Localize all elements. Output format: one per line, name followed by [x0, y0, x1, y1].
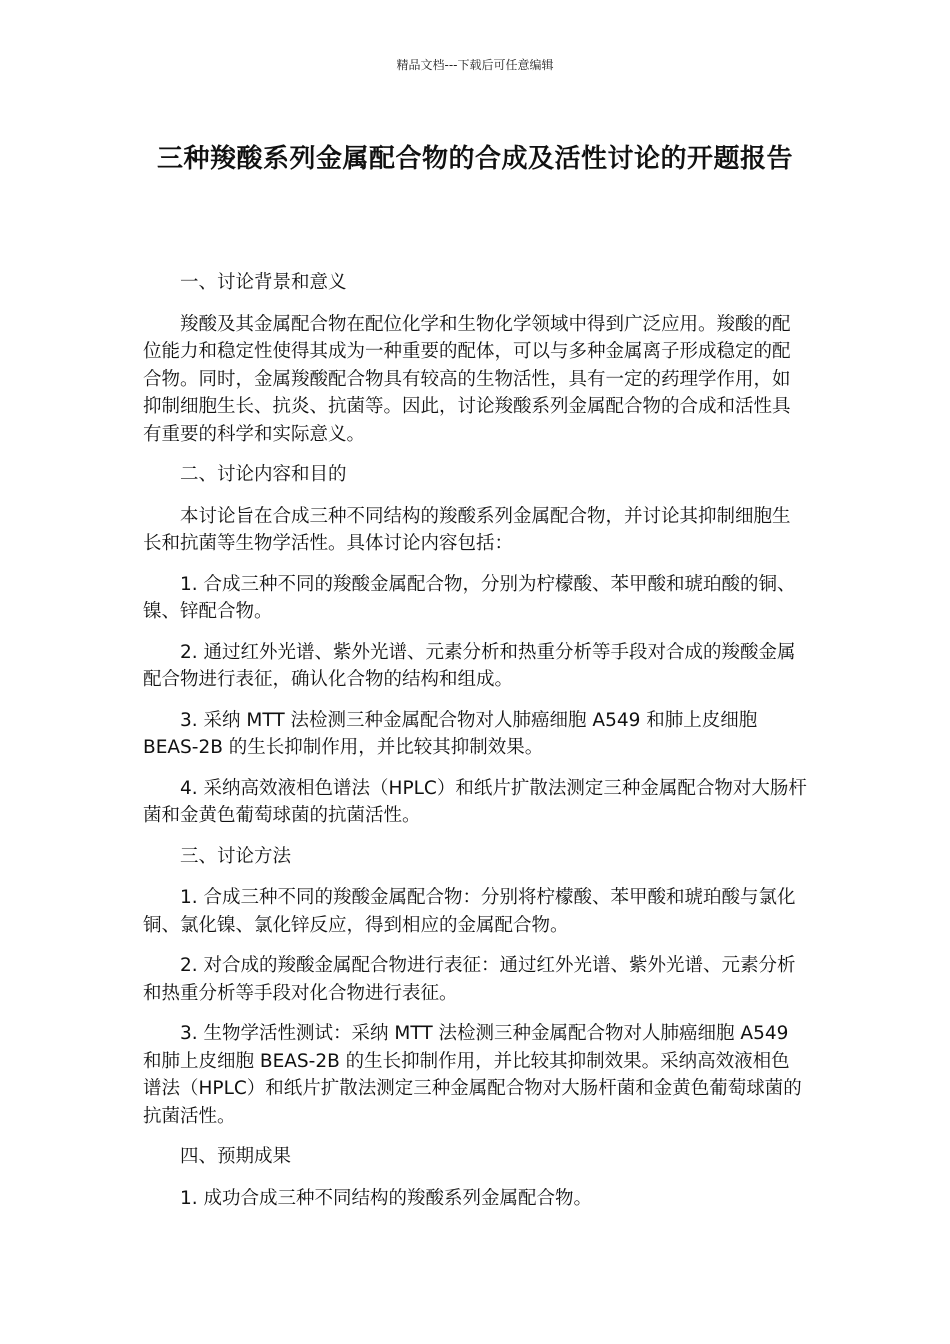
paragraph: 羧酸及其金属配合物在配位化学和生物化学领域中得到广泛应用。羧酸的配位能力和稳定性使得其成为一种重要的配体，可以与多种金属离子形成稳定的配合物。同时，金属羧酸配合物具有较高的生物活性，具有一定的药理学作用，如抑制细胞生长、抗炎、抗菌等。因此，讨论羧酸系列金属配合物的合成和活性具有重要的科学和实际意义。 — [143, 313, 791, 445]
list-item: 1. 合成三种不同的羧酸金属配合物：分别将柠檬酸、苯甲酸和琥珀酸与氯化铜、氯化镍、氯化锌反应，得到相应的金属配合物。 — [143, 887, 796, 936]
list-item: 4. 采纳高效液相色谱法（HPLC）和纸片扩散法测定三种金属配合物对大肠杆菌和金黄色葡萄球菌的抗菌活性。 — [143, 777, 807, 826]
section-heading: 三、讨论方法 — [180, 845, 292, 867]
page-header: 精品文档---下载后可任意编辑 — [396, 58, 554, 72]
list-item: 1. 合成三种不同的羧酸金属配合物，分别为柠檬酸、苯甲酸和琥珀酸的铜、镍、锌配合物。 — [143, 573, 796, 622]
list-item: 3. 采纳 MTT 法检测三种金属配合物对人肺癌细胞 A549 和肺上皮细胞 BEAS-2B 的生长抑制作用，并比较其抑制效果。 — [143, 709, 758, 758]
list-item: 2. 对合成的羧酸金属配合物进行表征：通过红外光谱、紫外光谱、元素分析和热重分析等手段对化合物进行表征。 — [143, 955, 796, 1004]
paragraph: 本讨论旨在合成三种不同结构的羧酸系列金属配合物，并讨论其抑制细胞生长和抗菌等生物学活性。具体讨论内容包括： — [143, 505, 791, 554]
section-heading: 一、讨论背景和意义 — [180, 272, 347, 293]
section-heading: 四、预期成果 — [180, 1146, 292, 1167]
list-item: 1. 成功合成三种不同结构的羧酸系列金属配合物。 — [180, 1187, 593, 1209]
document-title: 三种羧酸系列金属配合物的合成及活性讨论的开题报告 — [156, 144, 793, 174]
list-item: 2. 通过红外光谱、紫外光谱、元素分析和热重分析等手段对合成的羧酸金属配合物进行表征，确认化合物的结构和组成。 — [143, 641, 796, 690]
section-heading: 二、讨论内容和目的 — [180, 464, 347, 485]
document-body — [143, 269, 807, 1225]
list-item: 3. 生物学活性测试：采纳 MTT 法检测三种金属配合物对人肺癌细胞 A549 和肺上皮细胞 BEAS-2B 的生长抑制作用，并比较其抑制效果。采纳高效液相色谱法（HPLC）和纸片扩散法测定三种金属配合物对大肠杆菌和金黄色葡萄球菌的抗菌活性。 — [143, 1023, 802, 1127]
